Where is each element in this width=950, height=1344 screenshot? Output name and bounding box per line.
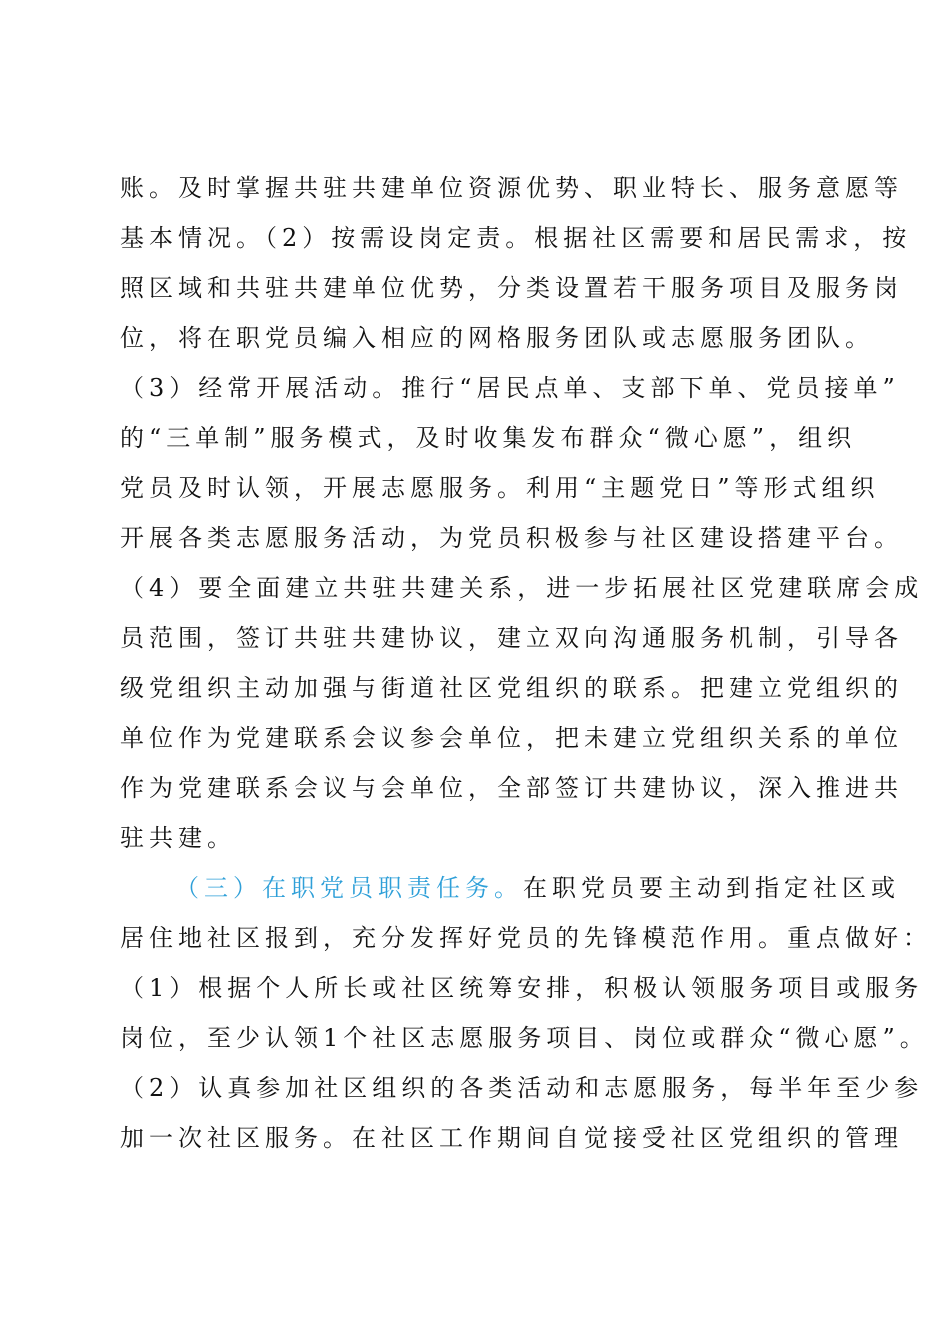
paragraph-line: 员范围，签订共驻共建协议，建立双向沟通服务机制，引导各 bbox=[120, 624, 903, 652]
paragraph-line: 开展各类志愿服务活动，为党员积极参与社区建设搭建平台。 bbox=[120, 524, 903, 552]
paragraph-line: 单位作为党建联系会议参会单位，把未建立党组织关系的单位 bbox=[120, 724, 903, 752]
paragraph-line: 作为党建联系会议与会单位，全部签订共建协议，深入推进共 bbox=[120, 774, 903, 802]
paragraph-line: 岗位，至少认领1个社区志愿服务项目、岗位或群众“微心愿”。 bbox=[120, 1024, 929, 1052]
paragraph-line: 账。及时掌握共驻共建单位资源优势、职业特长、服务意愿等 bbox=[120, 174, 903, 202]
paragraph-line: 级党组织主动加强与街道社区党组织的联系。把建立党组织的 bbox=[120, 674, 903, 702]
paragraph-line: 党员及时认领，开展志愿服务。利用“主题党日”等形式组织 bbox=[120, 474, 880, 502]
section-3-first-line bbox=[175, 863, 900, 913]
paragraph-line: 居住地社区报到，充分发挥好党员的先锋模范作用。重点做好： bbox=[120, 924, 932, 952]
paragraph-line: （4）要全面建立共驻共建关系，进一步拓展社区党建联席会成 bbox=[120, 574, 924, 602]
paragraph-line: 驻共建。 bbox=[120, 824, 236, 852]
paragraph-line: 的“三单制”服务模式，及时收集发布群众“微心愿”，组织 bbox=[120, 424, 857, 452]
paragraph-line: 加一次社区服务。在社区工作期间自觉接受社区党组织的管理 bbox=[120, 1124, 903, 1152]
paragraph-line: 基本情况。（2）按需设岗定责。根据社区需要和居民需求，按 bbox=[120, 224, 912, 252]
paragraph-line: 照区域和共驻共建单位优势，分类设置若干服务项目及服务岗 bbox=[120, 274, 903, 302]
paragraph-line: （1）根据个人所长或社区统筹安排，积极认领服务项目或服务 bbox=[120, 974, 924, 1002]
section-3-heading: （三）在职党员职责任务。 bbox=[175, 874, 523, 902]
paragraph-line: 位，将在职党员编入相应的网格服务团队或志愿服务团队。 bbox=[120, 324, 874, 352]
paragraph-line: （2）认真参加社区组织的各类活动和志愿服务，每半年至少参 bbox=[120, 1074, 924, 1102]
section-3-first-line-text: 在职党员要主动到指定社区或 bbox=[523, 874, 900, 902]
paragraph-line: （3）经常开展活动。推行“居民点单、支部下单、党员接单” bbox=[120, 374, 900, 402]
